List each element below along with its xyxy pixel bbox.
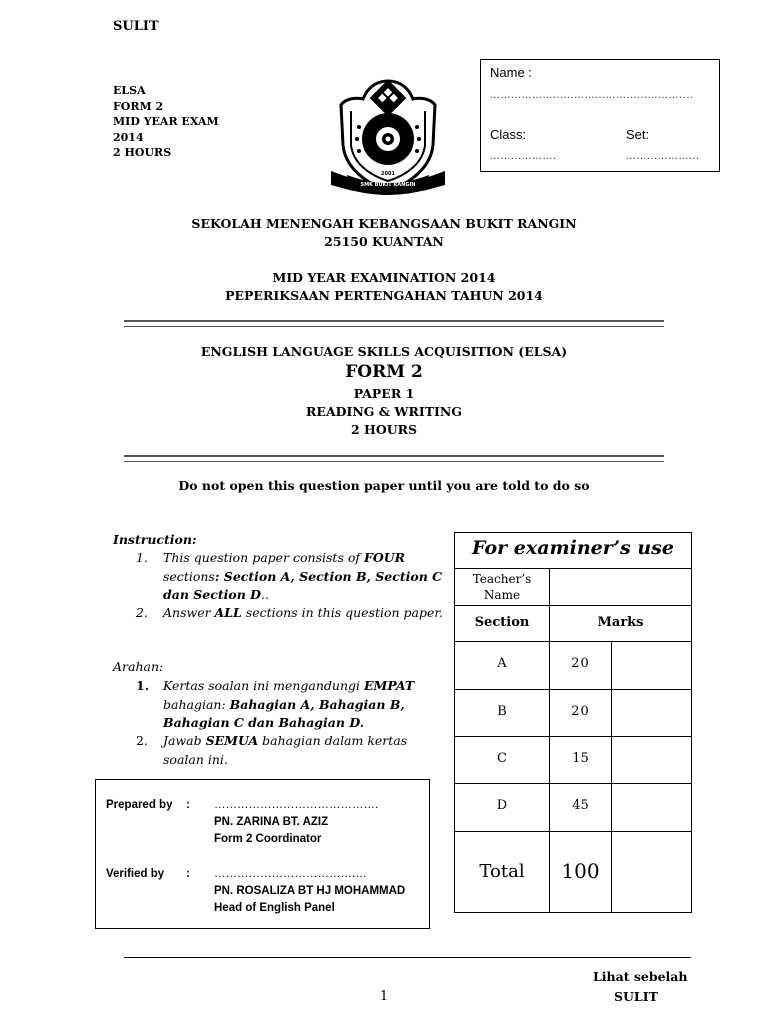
arahan-line: soalan ini. xyxy=(163,751,228,767)
next-page-note: Lihat sebelah xyxy=(593,969,688,984)
instruction-line: dan Section D.. xyxy=(163,587,269,602)
exam-title-en: MID YEAR EXAMINATION 2014 xyxy=(272,270,496,285)
exam-title-ms: PEPERIKSAAN PERTENGAHAN TAHUN 2014 xyxy=(225,288,543,303)
arahan-line: Jawab SEMUA bahagian dalam kertas xyxy=(163,733,408,748)
warning-notice: Do not open this question paper until you are told to do so xyxy=(178,478,590,493)
table-row-section: B xyxy=(497,704,507,719)
verified-role: Head of English Panel xyxy=(214,902,335,914)
total-max-marks: 100 xyxy=(561,859,600,883)
subject-name: ENGLISH LANGUAGE SKILLS ACQUISITION (ELSA) xyxy=(200,344,568,359)
prepared-name: PN. ZARINA BT. AZIZ xyxy=(214,816,329,828)
meta-line: ELSA xyxy=(113,84,146,97)
paper-duration: 2 HOURS xyxy=(350,422,418,437)
arahan-item-num: 2. xyxy=(136,733,148,748)
total-score-field[interactable] xyxy=(612,832,691,912)
arahan-item-2 xyxy=(163,732,453,769)
name-label: Name : xyxy=(490,65,532,80)
instruction-item-num: 2. xyxy=(136,605,148,620)
table-row-section: A xyxy=(497,656,507,671)
score-field[interactable] xyxy=(612,737,691,783)
name-field[interactable]: ……………………………………………….... xyxy=(490,90,694,101)
school-crest-logo xyxy=(323,75,453,200)
page-number: 1 xyxy=(379,989,389,1004)
instruction-line: Answer ALL sections in this question paper. xyxy=(163,605,443,620)
teacher-name-label: Teacher’s Name xyxy=(472,572,532,602)
arahan-heading: Arahan: xyxy=(113,659,164,674)
crest-year-text: 2001 xyxy=(381,171,395,177)
total-label: Total xyxy=(479,861,525,882)
crest-banner-text: SMK BUKIT RANGIN xyxy=(360,182,416,188)
colon: : xyxy=(186,868,190,880)
examiner-table-title: For examiner’s use xyxy=(472,537,674,559)
table-row-max-marks: 45 xyxy=(572,798,589,813)
meta-line: 2 HOURS xyxy=(113,146,172,159)
verified-name: PN. ROSALIZA BT HJ MOHAMMAD xyxy=(214,885,406,897)
table-row-max-marks: 20 xyxy=(571,656,590,671)
score-field[interactable] xyxy=(612,642,691,689)
meta-line: 2014 xyxy=(113,130,144,144)
instruction-item-2 xyxy=(163,604,453,623)
set-field[interactable]: ………………… xyxy=(626,151,700,162)
prepared-by-box xyxy=(95,779,430,929)
student-details-box xyxy=(480,59,720,172)
arahan-line: bahagian: Bahagian A, Bahagian B, xyxy=(163,696,405,712)
prepared-role: Form 2 Coordinator xyxy=(214,833,322,845)
paper-component: READING & WRITING xyxy=(306,404,462,419)
score-field[interactable] xyxy=(612,690,691,736)
table-row-section: C xyxy=(497,751,507,766)
meta-line: FORM 2 xyxy=(113,99,164,113)
classification-label: SULIT xyxy=(614,989,658,1004)
instruction-line: sections: Section A, Section B, Section C xyxy=(163,568,443,584)
signature-line: ……………………………………. xyxy=(214,799,379,811)
signature-line: ……………………………….… xyxy=(214,868,367,880)
paper-number: PAPER 1 xyxy=(353,386,415,401)
set-label: Set: xyxy=(626,127,650,142)
arahan-line: Bahagian C dan Bahagian D. xyxy=(163,715,365,730)
instruction-heading: Instruction: xyxy=(113,532,197,547)
school-name: SEKOLAH MENENGAH KEBANGSAAN BUKIT RANGIN xyxy=(191,216,577,231)
table-row-max-marks: 15 xyxy=(572,751,589,766)
class-label: Class: xyxy=(490,127,527,142)
colon: : xyxy=(186,799,190,811)
section-column-header: Section xyxy=(474,615,530,630)
instruction-item-1 xyxy=(163,549,453,605)
instruction-line: This question paper consists of FOUR xyxy=(163,550,406,565)
instruction-item-num: 1. xyxy=(136,550,148,565)
arahan-item-num: 1. xyxy=(136,678,150,693)
class-field[interactable]: ………………. xyxy=(490,151,557,162)
form-title: FORM 2 xyxy=(345,362,423,382)
arahan-line: Kertas soalan ini mengandungi EMPAT xyxy=(163,678,415,693)
score-field[interactable] xyxy=(612,784,691,831)
marks-column-header: Marks xyxy=(597,615,644,630)
divider xyxy=(124,320,664,327)
arahan-item-1 xyxy=(163,677,453,733)
table-row-section: D xyxy=(496,798,508,813)
verified-label: Verified by xyxy=(106,868,165,880)
school-address: 25150 KUANTAN xyxy=(324,234,444,249)
footer-divider xyxy=(124,957,691,958)
table-row-max-marks: 20 xyxy=(571,704,590,719)
divider xyxy=(124,455,664,462)
classification-label: SULIT xyxy=(113,19,159,34)
teacher-name-field[interactable] xyxy=(550,569,691,605)
exam-meta xyxy=(113,83,219,161)
prepared-label: Prepared by xyxy=(106,799,173,811)
meta-line: MID YEAR EXAM xyxy=(113,115,219,128)
examiner-table xyxy=(454,532,692,913)
